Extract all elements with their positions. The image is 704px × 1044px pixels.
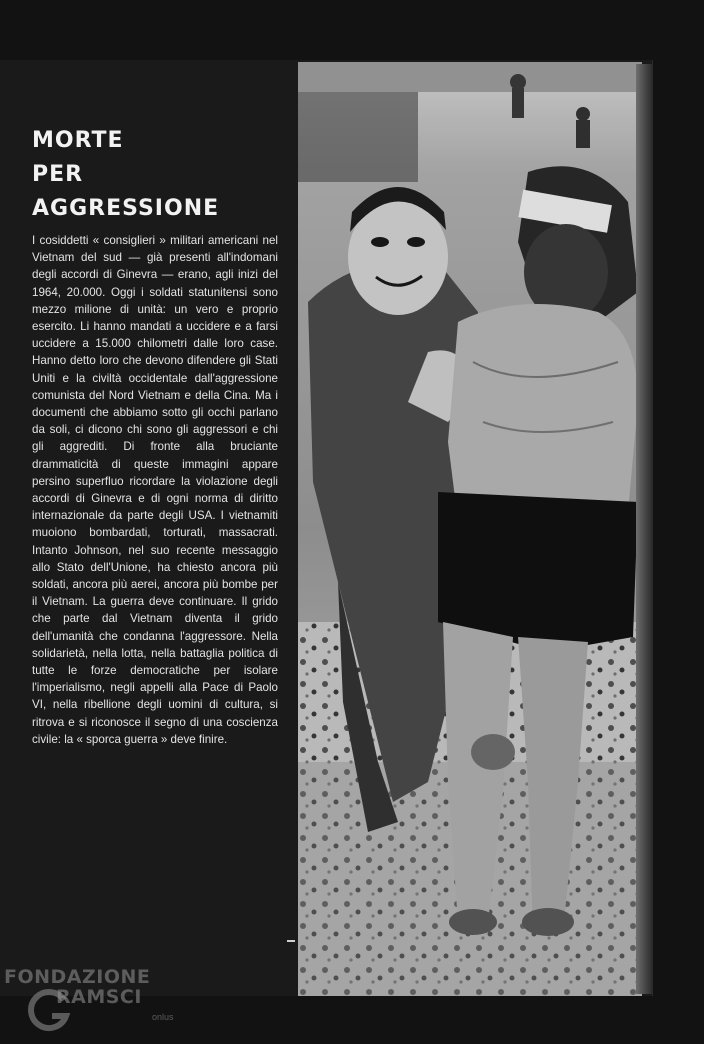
title-line-2: PER <box>32 162 84 187</box>
article-title <box>32 124 219 226</box>
title-line-3: AGGRESSIONE <box>32 196 220 221</box>
article-body: I cosiddetti « consiglieri » militari americani nel Vietnam del sud — già presenti all'indomani degli accordi di Ginevra — erano, agli inizi del 1964, 20.000. Oggi i soldati statunitensi sono mezzo milione di unità: un vero e proprio esercito. Li hanno mandati a uccidere e a farsi uccidere a 15.000 chilometri dalle loro case. Hanno detto loro che devono difendere gli Stati Uniti e la civiltà occidentale dall'aggressione comunista del Nord Vietnam e della Cina. Ma i documenti che abbiamo sotto gli occhi parlano da soli, ci dicono chi sono gli aggressori e chi gli aggrediti. Di fronte alla bruciante drammaticità di queste immagini appare persino superfluo ricordare la violazione degli accordi di Ginevra e di ogni norma di diritto internazionale da parte degli USA. I vietnamiti muoiono bombardati, torturati, massacrati. Intanto Johnson, nel suo recente messaggio allo Stato dell'Unione, ha chiesto ancora più soldati, ancora più aerei, ancora più bombe per il Vietnam. La guerra deve continuare. Il grido che parte dal Vietnam diventa il grido dell'umanità che condanna l'aggressore. Nella solidarietà, nella lotta, nella battaglia politica di tutte le forze democratiche per isolare l'imperialismo, negli appelli alla Pace di Paolo VI, nella ribellione degli uomini di cultura, si ritrova e si riconosce il segno di una coscienza civile: la « sporca guerra » deve finire. <box>32 234 278 746</box>
watermark-line-3: onlus <box>152 1012 174 1022</box>
watermark-line-2: RAMSCI <box>56 986 142 1008</box>
end-mark <box>287 940 295 942</box>
title-line-1: MORTE <box>32 128 124 153</box>
fondazione-gramsci-watermark <box>4 966 204 1036</box>
photo-page-edge <box>636 64 652 994</box>
watermark-line-1: FONDAZIONE <box>4 966 151 988</box>
war-photograph <box>298 62 642 996</box>
photo-illustration <box>298 62 642 996</box>
